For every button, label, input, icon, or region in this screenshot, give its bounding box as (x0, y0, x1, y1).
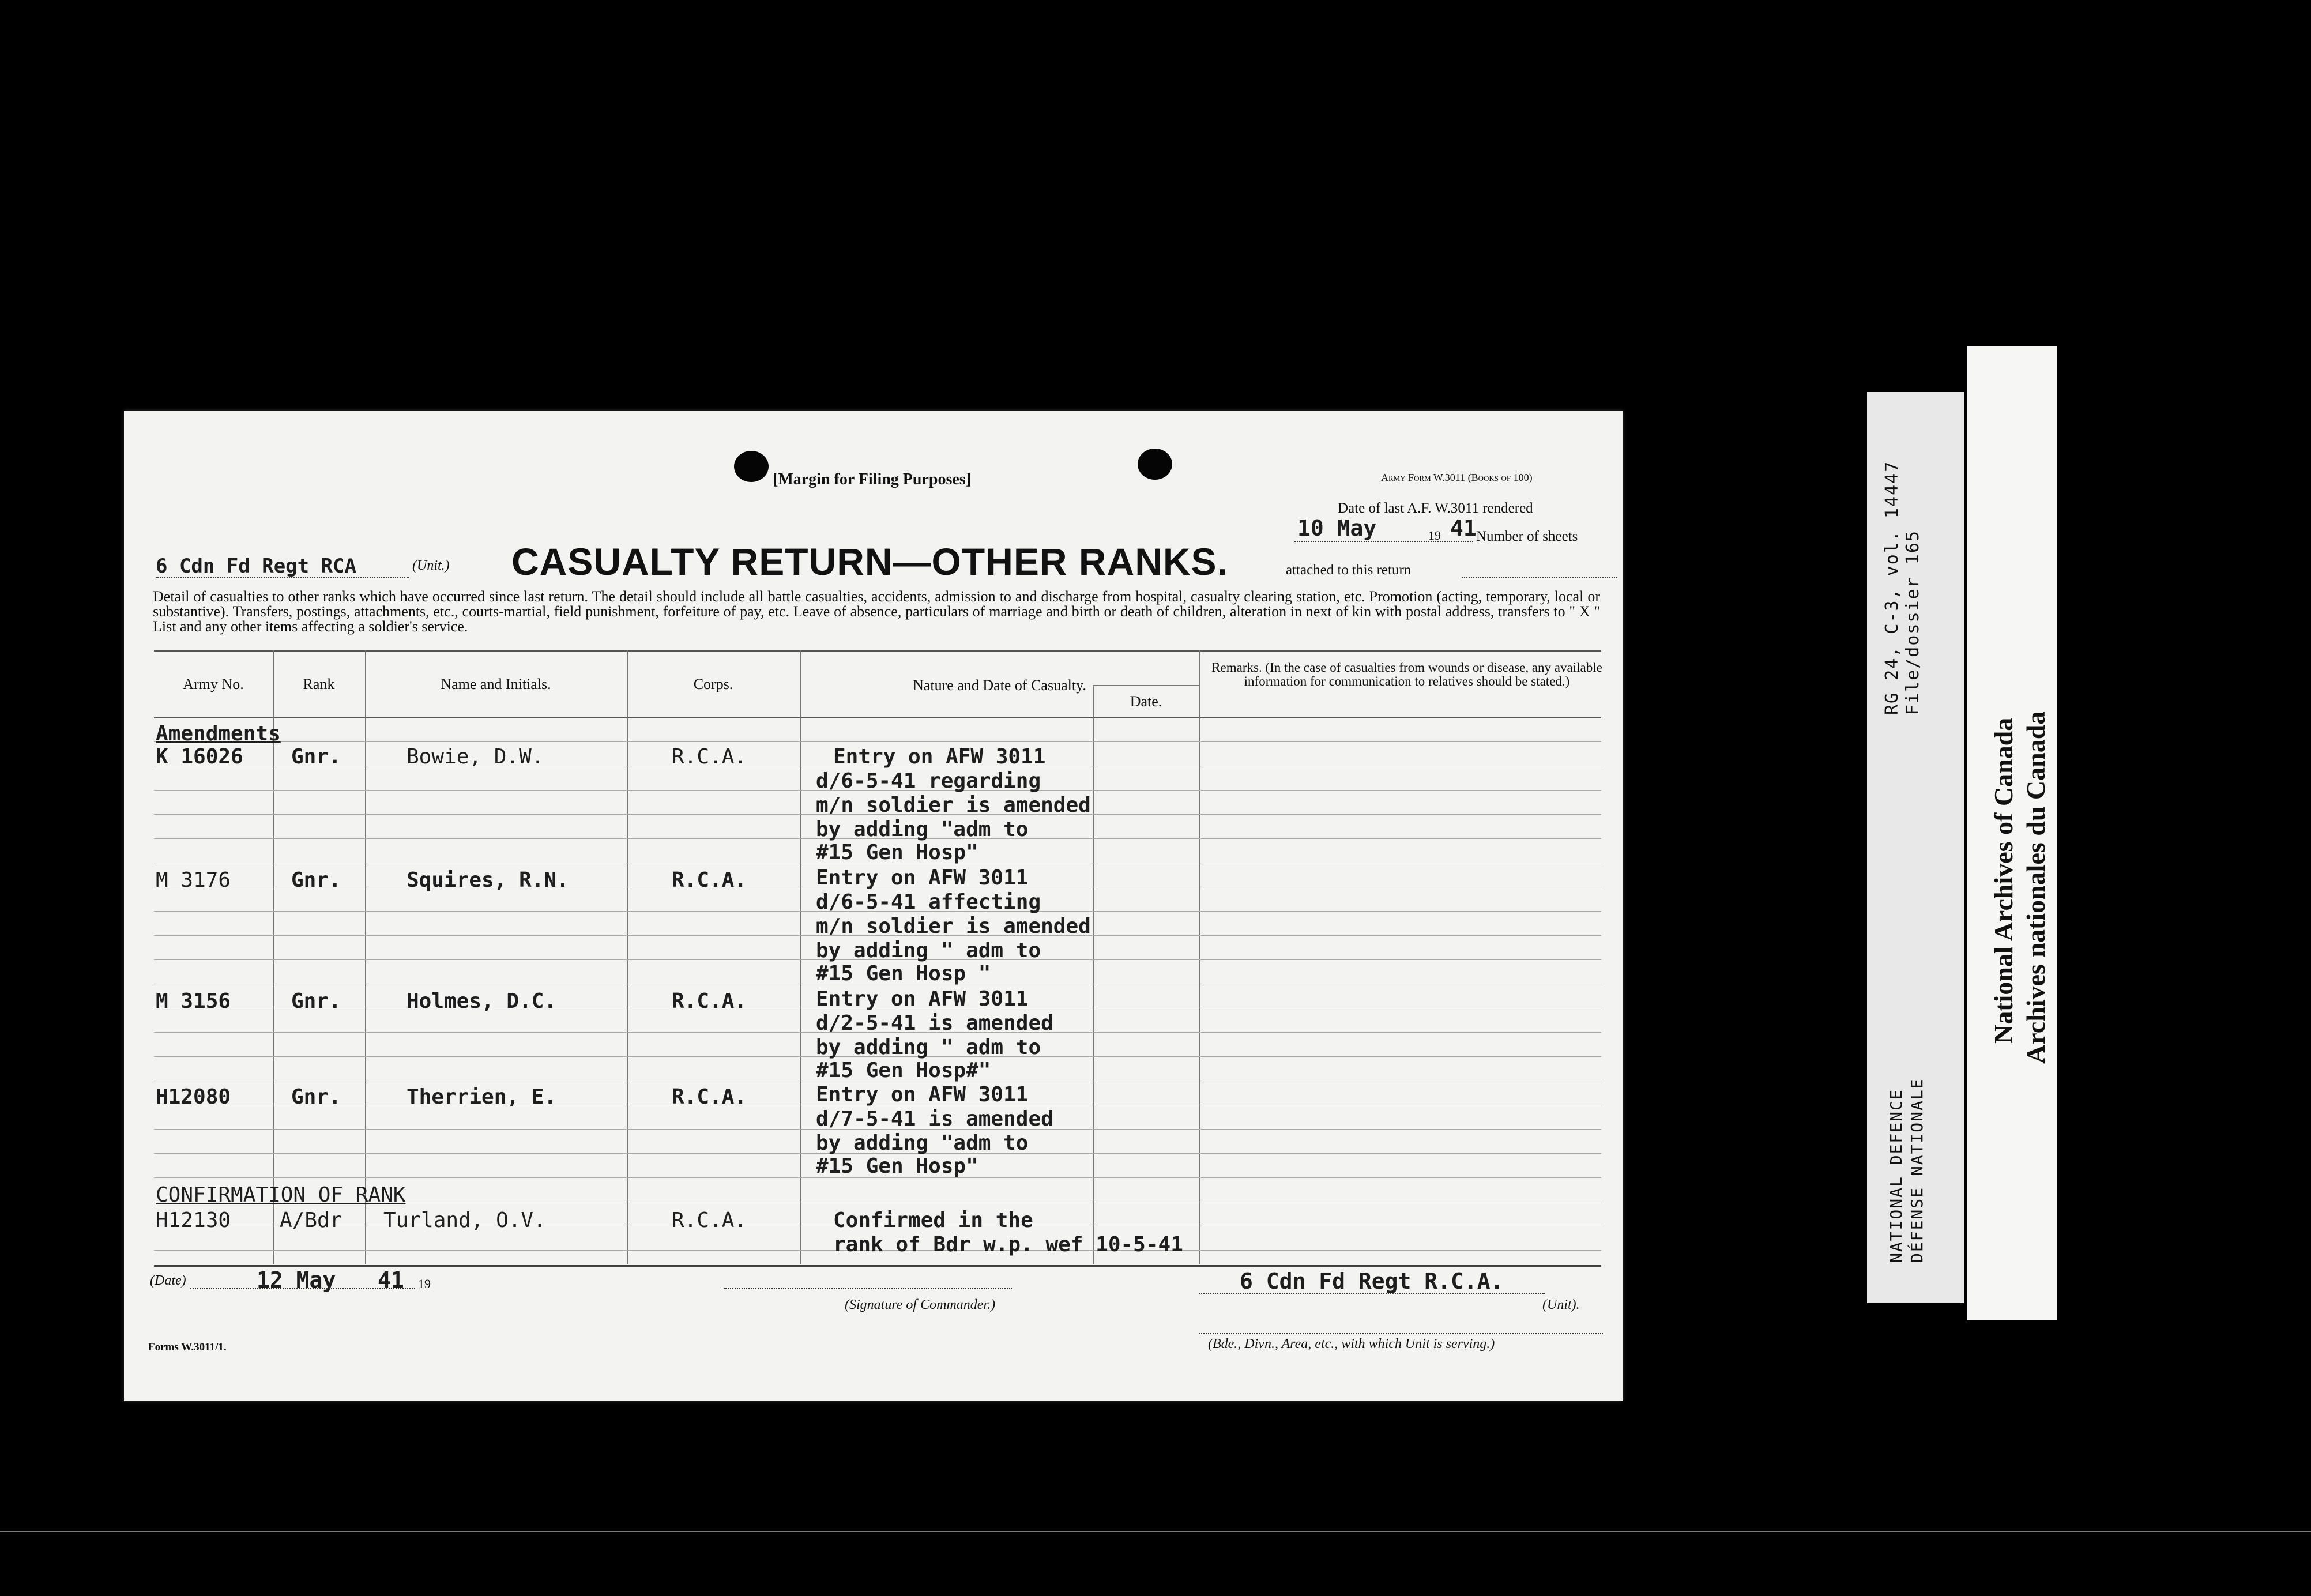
col-header-corps: Corps. (693, 676, 733, 692)
unit-bottom-dotline (1199, 1293, 1545, 1294)
casualty-return-form (124, 411, 1623, 1401)
table-top-rule (154, 650, 1601, 652)
entry-name: Bowie, D.W. (407, 745, 544, 769)
col-divider-3 (627, 650, 628, 1264)
archive-reference-label (1867, 392, 1964, 1303)
scanner-bottom-edge (0, 1531, 2311, 1532)
entry-nature-line: #15 Gen Hosp " (816, 962, 991, 985)
entry-army-no: H12130 (156, 1209, 231, 1232)
entry-army-no: K 16026 (156, 745, 243, 769)
national-defence-line2: DÉFENSE NATIONALE (1907, 1078, 1926, 1263)
col-header-nature: Nature and Date of Casualty. (913, 677, 1086, 694)
signature-dotline (724, 1288, 1012, 1289)
entry-army-no: H12080 (156, 1085, 231, 1109)
entry-nature-line: d/6-5-41 affecting (816, 890, 1041, 914)
bde-label: (Bde., Divn., Area, etc., with which Unit is serving.) (1208, 1337, 1495, 1352)
entry-army-no: M 3176 (156, 868, 231, 892)
date-value: 12 May (257, 1267, 336, 1293)
archive-ref-line2: File/dossier 165 (1903, 530, 1923, 715)
col-divider-2 (365, 650, 366, 1264)
entry-nature-line: Entry on AFW 3011 (833, 745, 1046, 769)
entry-nature-line: Entry on AFW 3011 (816, 866, 1029, 890)
entry-rank: Gnr. (291, 989, 341, 1013)
entry-nature-line: by adding " adm to (816, 939, 1041, 962)
entry-nature-line: #15 Gen Hosp" (816, 1154, 978, 1178)
entry-nature-line: Confirmed in the (833, 1209, 1033, 1232)
date-last-dotline (1294, 541, 1473, 542)
unit-bottom-label: (Unit). (1542, 1297, 1580, 1312)
entry-nature-line: Entry on AFW 3011 (816, 987, 1029, 1011)
punch-hole-left (734, 451, 769, 482)
punch-hole-right (1138, 449, 1172, 480)
date-last-value: 10 May (1297, 515, 1377, 541)
margin-label: [Margin for Filing Purposes] (773, 470, 972, 488)
attached-dotline (1462, 577, 1617, 578)
entry-corps: R.C.A. (672, 989, 747, 1013)
entry-nature-line: by adding "adm to (816, 818, 1029, 841)
entry-name: Therrien, E. (407, 1085, 557, 1109)
header-bottom-rule (154, 717, 1601, 718)
unit-dotline (156, 577, 409, 578)
section-confirmation: CONFIRMATION OF RANK (156, 1183, 406, 1207)
entry-nature-line: m/n soldier is amended (816, 914, 1091, 938)
number-sheets-label: Number of sheets (1476, 529, 1578, 544)
table-bottom-rule (154, 1265, 1601, 1267)
entry-nature-line: d/7-5-41 is amended (816, 1107, 1053, 1131)
entry-name: Holmes, D.C. (407, 989, 557, 1013)
date-label: (Date) (150, 1273, 186, 1288)
unit-bottom-value: 6 Cdn Fd Regt R.C.A. (1240, 1268, 1504, 1294)
entry-name: Turland, O.V. (383, 1209, 546, 1232)
date-year: 41 (378, 1267, 404, 1293)
signature-label: (Signature of Commander.) (845, 1297, 996, 1312)
date-last-19: 19 (1428, 528, 1441, 543)
entry-nature-line: d/6-5-41 regarding (816, 769, 1041, 793)
date-dotline (190, 1288, 415, 1289)
entry-nature-line: d/2-5-41 is amended (816, 1011, 1053, 1035)
army-form-number: Army Form W.3011 (Books of 100) (1381, 472, 1533, 483)
archive-ref-line1: RG 24, C-3, vol. 14447 (1882, 460, 1902, 715)
section-amendments: Amendments (156, 722, 281, 746)
col-header-rank: Rank (303, 676, 335, 692)
attached-label: attached to this return (1286, 562, 1412, 578)
entry-nature-line: #15 Gen Hosp#" (816, 1059, 991, 1082)
archives-line1: National Archives of Canada (1989, 717, 2018, 1044)
instructions-paragraph: Detail of casualties to other ranks which have occurred since last return. The detail should include all battle casualties, accidents, admission to and discharge from hospital, casualty clearing station, etc. Promotion (acting, temporary, local or substantive). Transfers, postings, attachments, etc., courts-martial, field punishment, forfeiture of pay, etc. Leave of absence, particulars of marriage and birth or death of children, alteration in next of kin with postal address, transfers to " X " List and any other items affecting a soldier's service. (153, 588, 1600, 635)
ruled-line (154, 741, 1601, 742)
col-header-name: Name and Initials. (441, 676, 551, 692)
national-archives-label (1967, 346, 2057, 1320)
unit-label: (Unit.) (412, 558, 450, 573)
entry-nature-line: Entry on AFW 3011 (816, 1083, 1029, 1106)
col-header-date: Date. (1130, 693, 1162, 710)
entry-army-no: M 3156 (156, 989, 231, 1013)
unit-value: 6 Cdn Fd Regt RCA (156, 555, 356, 578)
entry-nature-line: #15 Gen Hosp" (816, 841, 978, 864)
archives-line2: Archives nationales du Canada (2021, 711, 2050, 1064)
form-title: CASUALTY RETURN—OTHER RANKS. (511, 540, 1228, 583)
entry-name: Squires, R.N. (407, 868, 569, 892)
entry-corps: R.C.A. (672, 1085, 747, 1109)
col-divider-4 (800, 650, 801, 1264)
date-19: 19 (418, 1277, 431, 1291)
entry-corps: R.C.A. (672, 1209, 747, 1232)
col-header-army-no: Army No. (183, 676, 244, 692)
entry-nature-line: by adding " adm to (816, 1036, 1041, 1059)
col-divider-6 (1199, 650, 1200, 1264)
entry-nature-line: rank of Bdr w.p. wef 10-5-41 (833, 1233, 1183, 1256)
entry-rank: Gnr. (291, 868, 341, 892)
entry-rank: Gnr. (291, 745, 341, 769)
col-header-remarks: Remarks. (In the case of casualties from wounds or disease, any available information for communication to relatives should be stated.) (1211, 660, 1602, 688)
forms-label: Forms W.3011/1. (148, 1341, 227, 1353)
entry-rank: A/Bdr (280, 1209, 342, 1232)
entry-nature-line: m/n soldier is amended (816, 793, 1091, 817)
bde-dotline (1199, 1333, 1603, 1334)
entry-rank: Gnr. (291, 1085, 341, 1109)
date-last-label: Date of last A.F. W.3011 rendered (1338, 500, 1533, 516)
entry-nature-line: by adding "adm to (816, 1131, 1029, 1155)
entry-corps: R.C.A. (672, 745, 747, 769)
date-last-year: 41 (1450, 515, 1477, 541)
national-defence-line1: NATIONAL DEFENCE (1887, 1089, 1906, 1263)
entry-corps: R.C.A. (672, 868, 747, 892)
